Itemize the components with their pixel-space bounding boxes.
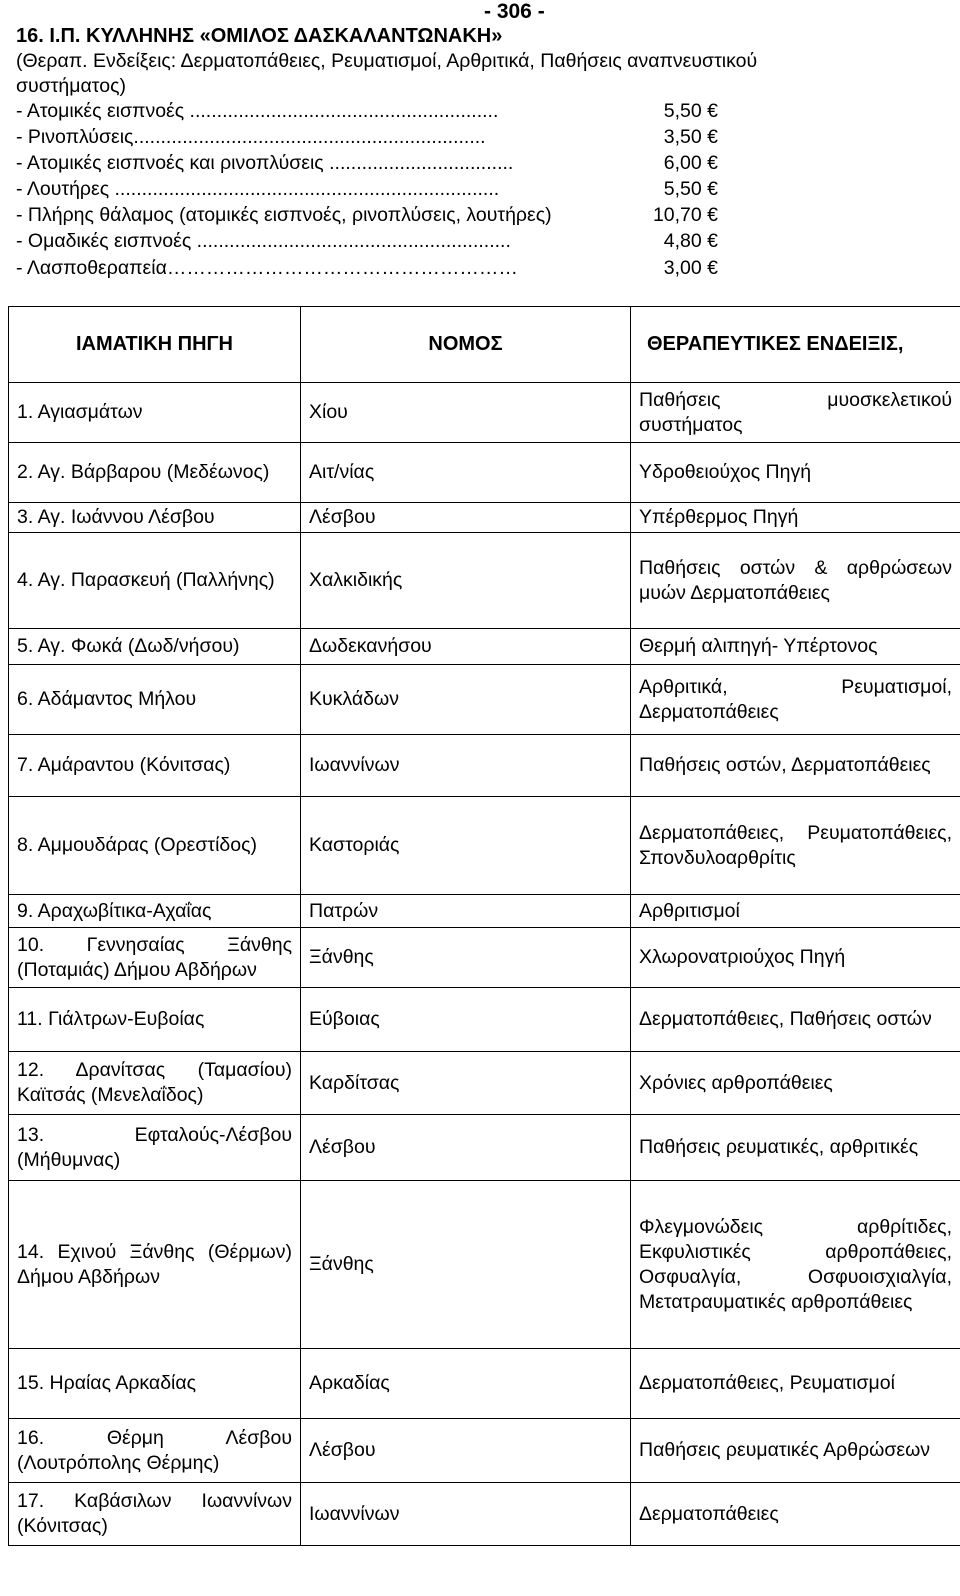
price-label: - Πλήρης θάλαμος (ατομικές εισπνοές, ρινοπλύσεις, λουτήρες) xyxy=(16,204,552,226)
cell-source: 5. Αγ. Φωκά (Δωδ/νήσου) xyxy=(9,629,301,665)
cell-source: 17. Καβάσιλων Ιωαννίνων (Κόνιτσας) xyxy=(9,1483,301,1546)
cell-indications: Παθήσεις οστών, Δερματοπάθειες xyxy=(631,735,960,797)
column-header-prefecture: ΝΟΜΟΣ xyxy=(301,307,631,383)
thermal-springs-table xyxy=(8,306,960,1546)
price-value: 3,00 € xyxy=(663,257,718,279)
column-header-source: ΙΑΜΑΤΙΚΗ ΠΗΓΗ xyxy=(9,307,301,383)
cell-prefecture: Λέσβου xyxy=(301,503,631,533)
table-row xyxy=(9,665,960,735)
cell-prefecture: Καρδίτσας xyxy=(301,1052,631,1115)
table-row xyxy=(9,383,960,443)
cell-source: 7. Αμάραντου (Κόνιτσας) xyxy=(9,735,301,797)
page-number: - 306 - xyxy=(484,0,545,23)
cell-source: 11. Γιάλτρων-Ευβοίας xyxy=(9,988,301,1052)
cell-indications: Χρόνιες αρθροπάθειες xyxy=(631,1052,960,1115)
price-label: - Ρινοπλύσεις................................................................. xyxy=(16,126,486,148)
price-value: 10,70 € xyxy=(652,204,718,226)
cell-indications: Παθήσεις ρευματικές Αρθρώσεων xyxy=(631,1419,960,1483)
cell-prefecture: Καστοριάς xyxy=(301,797,631,895)
cell-prefecture: Δωδεκανήσου xyxy=(301,629,631,665)
table-row xyxy=(9,533,960,629)
cell-source: 12. Δρανίτσας (Ταμασίου) Καϊτσάς (Μενελαΐδος) xyxy=(9,1052,301,1115)
table-row xyxy=(9,443,960,503)
cell-indications: Υδροθειούχος Πηγή xyxy=(631,443,960,503)
cell-indications: Δερματοπάθειες, Ρευματοπάθειες, Σπονδυλοαρθρίτις xyxy=(631,797,960,895)
price-label: - Ατομικές εισπνοές ......................................................... xyxy=(16,100,499,122)
cell-prefecture: Ξάνθης xyxy=(301,928,631,988)
price-value: 5,50 € xyxy=(663,178,718,200)
table-row xyxy=(9,629,960,665)
table-row xyxy=(9,1483,960,1546)
table-header-row xyxy=(9,307,960,383)
cell-prefecture: Ιωαννίνων xyxy=(301,1483,631,1546)
cell-indications: Αρθριτισμοί xyxy=(631,895,960,928)
cell-prefecture: Χαλκιδικής xyxy=(301,533,631,629)
cell-indications: Χλωρονατριούχος Πηγή xyxy=(631,928,960,988)
cell-prefecture: Λέσβου xyxy=(301,1115,631,1181)
price-label: - Λασποθεραπεία……………………………………………… xyxy=(16,257,518,279)
cell-prefecture: Αρκαδίας xyxy=(301,1349,631,1419)
table-row xyxy=(9,1181,960,1349)
cell-indications: Παθήσεις οστών & αρθρώσεων μυών Δερματοπάθειες xyxy=(631,533,960,629)
table-row xyxy=(9,1052,960,1115)
cell-source: 1. Αγιασμάτων xyxy=(9,383,301,443)
table-row xyxy=(9,1419,960,1483)
price-value: 6,00 € xyxy=(663,152,718,174)
cell-source: 2. Αγ. Βάρβαρου (Μεδέωνος) xyxy=(9,443,301,503)
cell-source: 15. Ηραίας Αρκαδίας xyxy=(9,1349,301,1419)
indications-line: συστήματος) xyxy=(16,75,126,97)
cell-indications: Δερματοπάθειες xyxy=(631,1483,960,1546)
column-header-indications: ΘΕΡΑΠΕΥΤΙΚΕΣ ΕΝΔΕΙΞΙΣ, xyxy=(631,307,960,383)
cell-indications: Δερματοπάθειες, Ρευματισμοί xyxy=(631,1349,960,1419)
cell-prefecture: Χίου xyxy=(301,383,631,443)
table-row xyxy=(9,1349,960,1419)
cell-indications: Παθήσεις μυοσκελετικού συστήματος xyxy=(631,383,960,443)
price-value: 5,50 € xyxy=(663,100,718,122)
price-value: 4,80 € xyxy=(663,230,718,252)
cell-indications: Φλεγμονώδεις αρθρίτιδες, Εκφυλιστικές αρθροπάθειες, Οσφυαλγία, Οσφυοισχιαλγία, Μετατραυματικές αρθροπάθειες xyxy=(631,1181,960,1349)
table-row xyxy=(9,988,960,1052)
table-row xyxy=(9,895,960,928)
cell-prefecture: Λέσβου xyxy=(301,1419,631,1483)
cell-prefecture: Πατρών xyxy=(301,895,631,928)
table-row xyxy=(9,735,960,797)
cell-indications: Υπέρθερμος Πηγή xyxy=(631,503,960,533)
cell-indications: Δερματοπάθειες, Παθήσεις οστών xyxy=(631,988,960,1052)
cell-source: 8. Αμμουδάρας (Ορεστίδος) xyxy=(9,797,301,895)
cell-prefecture: Ξάνθης xyxy=(301,1181,631,1349)
cell-prefecture: Κυκλάδων xyxy=(301,665,631,735)
cell-indications: Θερμή αλιπηγή- Υπέρτονος xyxy=(631,629,960,665)
cell-source: 3. Αγ. Ιωάννου Λέσβου xyxy=(9,503,301,533)
cell-source: 14. Εχινού Ξάνθης (Θέρμων) Δήμου Αβδήρων xyxy=(9,1181,301,1349)
cell-source: 10. Γεννησαίας Ξάνθης (Ποταμιάς) Δήμου Αβδήρων xyxy=(9,928,301,988)
table-row xyxy=(9,1115,960,1181)
cell-indications: Παθήσεις ρευματικές, αρθριτικές xyxy=(631,1115,960,1181)
cell-source: 13. Εφταλούς-Λέσβου (Μήθυμνας) xyxy=(9,1115,301,1181)
cell-source: 4. Αγ. Παρασκευή (Παλλήνης) xyxy=(9,533,301,629)
price-label: - Ομαδικές εισπνοές .......................................................... xyxy=(16,230,511,252)
cell-prefecture: Εύβοιας xyxy=(301,988,631,1052)
price-label: - Λουτήρες ....................................................................... xyxy=(16,178,500,200)
cell-indications: Αρθριτικά, Ρευματισμοί, Δερματοπάθειες xyxy=(631,665,960,735)
indications-line: (Θεραπ. Ενδείξεις: Δερματοπάθειες, Ρευματισμοί, Αρθριτικά, Παθήσεις αναπνευστικού xyxy=(16,50,758,72)
cell-source: 16. Θέρμη Λέσβου (Λουτρόπολης Θέρμης) xyxy=(9,1419,301,1483)
cell-prefecture: Αιτ/νίας xyxy=(301,443,631,503)
table-row xyxy=(9,928,960,988)
price-label: - Ατομικές εισπνοές και ρινοπλύσεις .................................. xyxy=(16,152,514,174)
table-row xyxy=(9,503,960,533)
table-row xyxy=(9,797,960,895)
cell-source: 6. Αδάμαντος Μήλου xyxy=(9,665,301,735)
cell-source: 9. Αραχωβίτικα-Αχαΐας xyxy=(9,895,301,928)
section-title: 16. Ι.Π. ΚΥΛΛΗΝΗΣ «ΟΜΙΛΟΣ ΔΑΣΚΑΛΑΝΤΩΝΑΚΗ» xyxy=(16,25,503,47)
cell-prefecture: Ιωαννίνων xyxy=(301,735,631,797)
price-value: 3,50 € xyxy=(663,126,718,148)
